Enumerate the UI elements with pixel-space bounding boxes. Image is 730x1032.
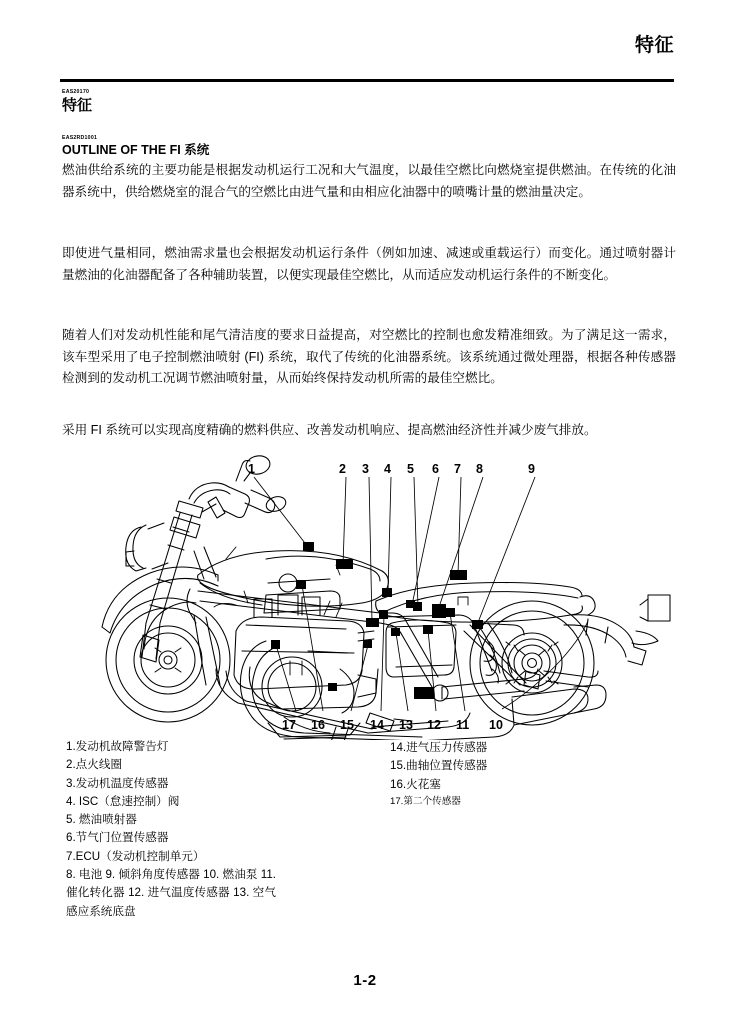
callout-14: 14: [370, 718, 384, 732]
page-number: 1-2: [353, 972, 377, 989]
callout-15: 15: [340, 718, 354, 732]
paragraph-1: 燃油供给系统的主要功能是根据发动机运行工况和大气温度，以最佳空燃比向燃烧室提供燃油。在传统的化油器系统中，供给燃烧室的混合气的空燃比由进气量和由相应化油器中的喷嘴计量的燃油量决定。: [62, 163, 676, 199]
legend-column-right: [390, 739, 640, 810]
running-header: 特征: [634, 35, 674, 56]
callout-11: 11: [456, 718, 470, 732]
section-features: [62, 90, 92, 114]
legend-item: 16.火花塞: [390, 777, 441, 791]
legend-item: 17.第二个传感器: [390, 795, 461, 807]
legend-item: 5. 燃油喷射器: [66, 813, 137, 827]
legend-item: 4. ISC（怠速控制）阀: [66, 794, 180, 808]
callout-17: 17: [282, 718, 296, 732]
callout-12: 12: [427, 718, 441, 732]
callout-6: 6: [432, 462, 439, 476]
legend-item: 15.曲轴位置传感器: [390, 759, 488, 773]
callout-9: 9: [528, 462, 535, 476]
legend-item: 2.点火线圈: [66, 758, 123, 772]
callout-13: 13: [399, 718, 413, 732]
paragraph-2: 即使进气量相同，燃油需求量也会根据发动机运行条件（例如加速、减速或重载运行）而变化。通过喷射器计量燃油的化油器配备了各种辅助装置，以便实现最佳空燃比，从而适应发动机运行条件的不断变化。: [62, 246, 676, 282]
motorcycle-fi-system-diagram: [40, 455, 690, 740]
callout-3: 3: [362, 462, 369, 476]
headlight: [126, 523, 168, 571]
section-outline: [62, 136, 209, 157]
paragraph-4: 采用 FI 系统可以实现高度精确的燃料供应、改善发动机响应、提高燃油经济性并减少废气排放。: [62, 423, 597, 437]
features-title: 特征: [62, 96, 93, 114]
paragraph-3: 随着人们对发动机性能和尾气清洁度的要求日益提高，对空燃比的控制也愈发精准细致。为了满足这一需求，该车型采用了电子控制燃油喷射 (FI) 系统，取代了传统的化油器系统。该系统通过微处理器，根据各种传感器检测到的发动机工况调节燃油喷射量，从而始终保持发动机所需的最佳空燃比。: [62, 328, 676, 385]
outline-title: OUTLINE OF THE FI 系统: [62, 142, 210, 157]
callout-2: 2: [339, 462, 346, 476]
legend-item: 3.发动机温度传感器: [66, 776, 169, 790]
features-doc-code: EAS20170: [62, 89, 90, 95]
legend-item: 6.节气门位置传感器: [66, 831, 169, 845]
legend-item: 14.进气压力传感器: [390, 741, 488, 754]
legend-column-left: [66, 738, 276, 921]
callout-4: 4: [384, 462, 391, 476]
rear-fender: [564, 595, 670, 665]
handlebar-assembly: [189, 455, 288, 518]
callout-8: 8: [476, 462, 483, 476]
front-wheel: [106, 598, 230, 722]
legend-item: 1.发动机故障警告灯: [66, 740, 169, 753]
legend-items-runon: 8. 电池 9. 倾斜角度传感器 10. 燃油泵 11. 催化转化器 12. 进气温度传感器 13. 空气感应系统底盘: [66, 868, 276, 918]
outline-doc-code: EAS2RD1001: [62, 135, 98, 141]
callout-10: 10: [489, 718, 503, 732]
callout-1: 1: [248, 462, 255, 476]
callout-7: 7: [454, 462, 461, 476]
callout-16: 16: [311, 718, 325, 732]
engine: [234, 579, 378, 739]
header-divider-rule: [60, 79, 674, 82]
frame: [187, 547, 526, 687]
callout-5: 5: [407, 462, 414, 476]
legend-item: 7.ECU（发动机控制单元）: [66, 849, 205, 863]
